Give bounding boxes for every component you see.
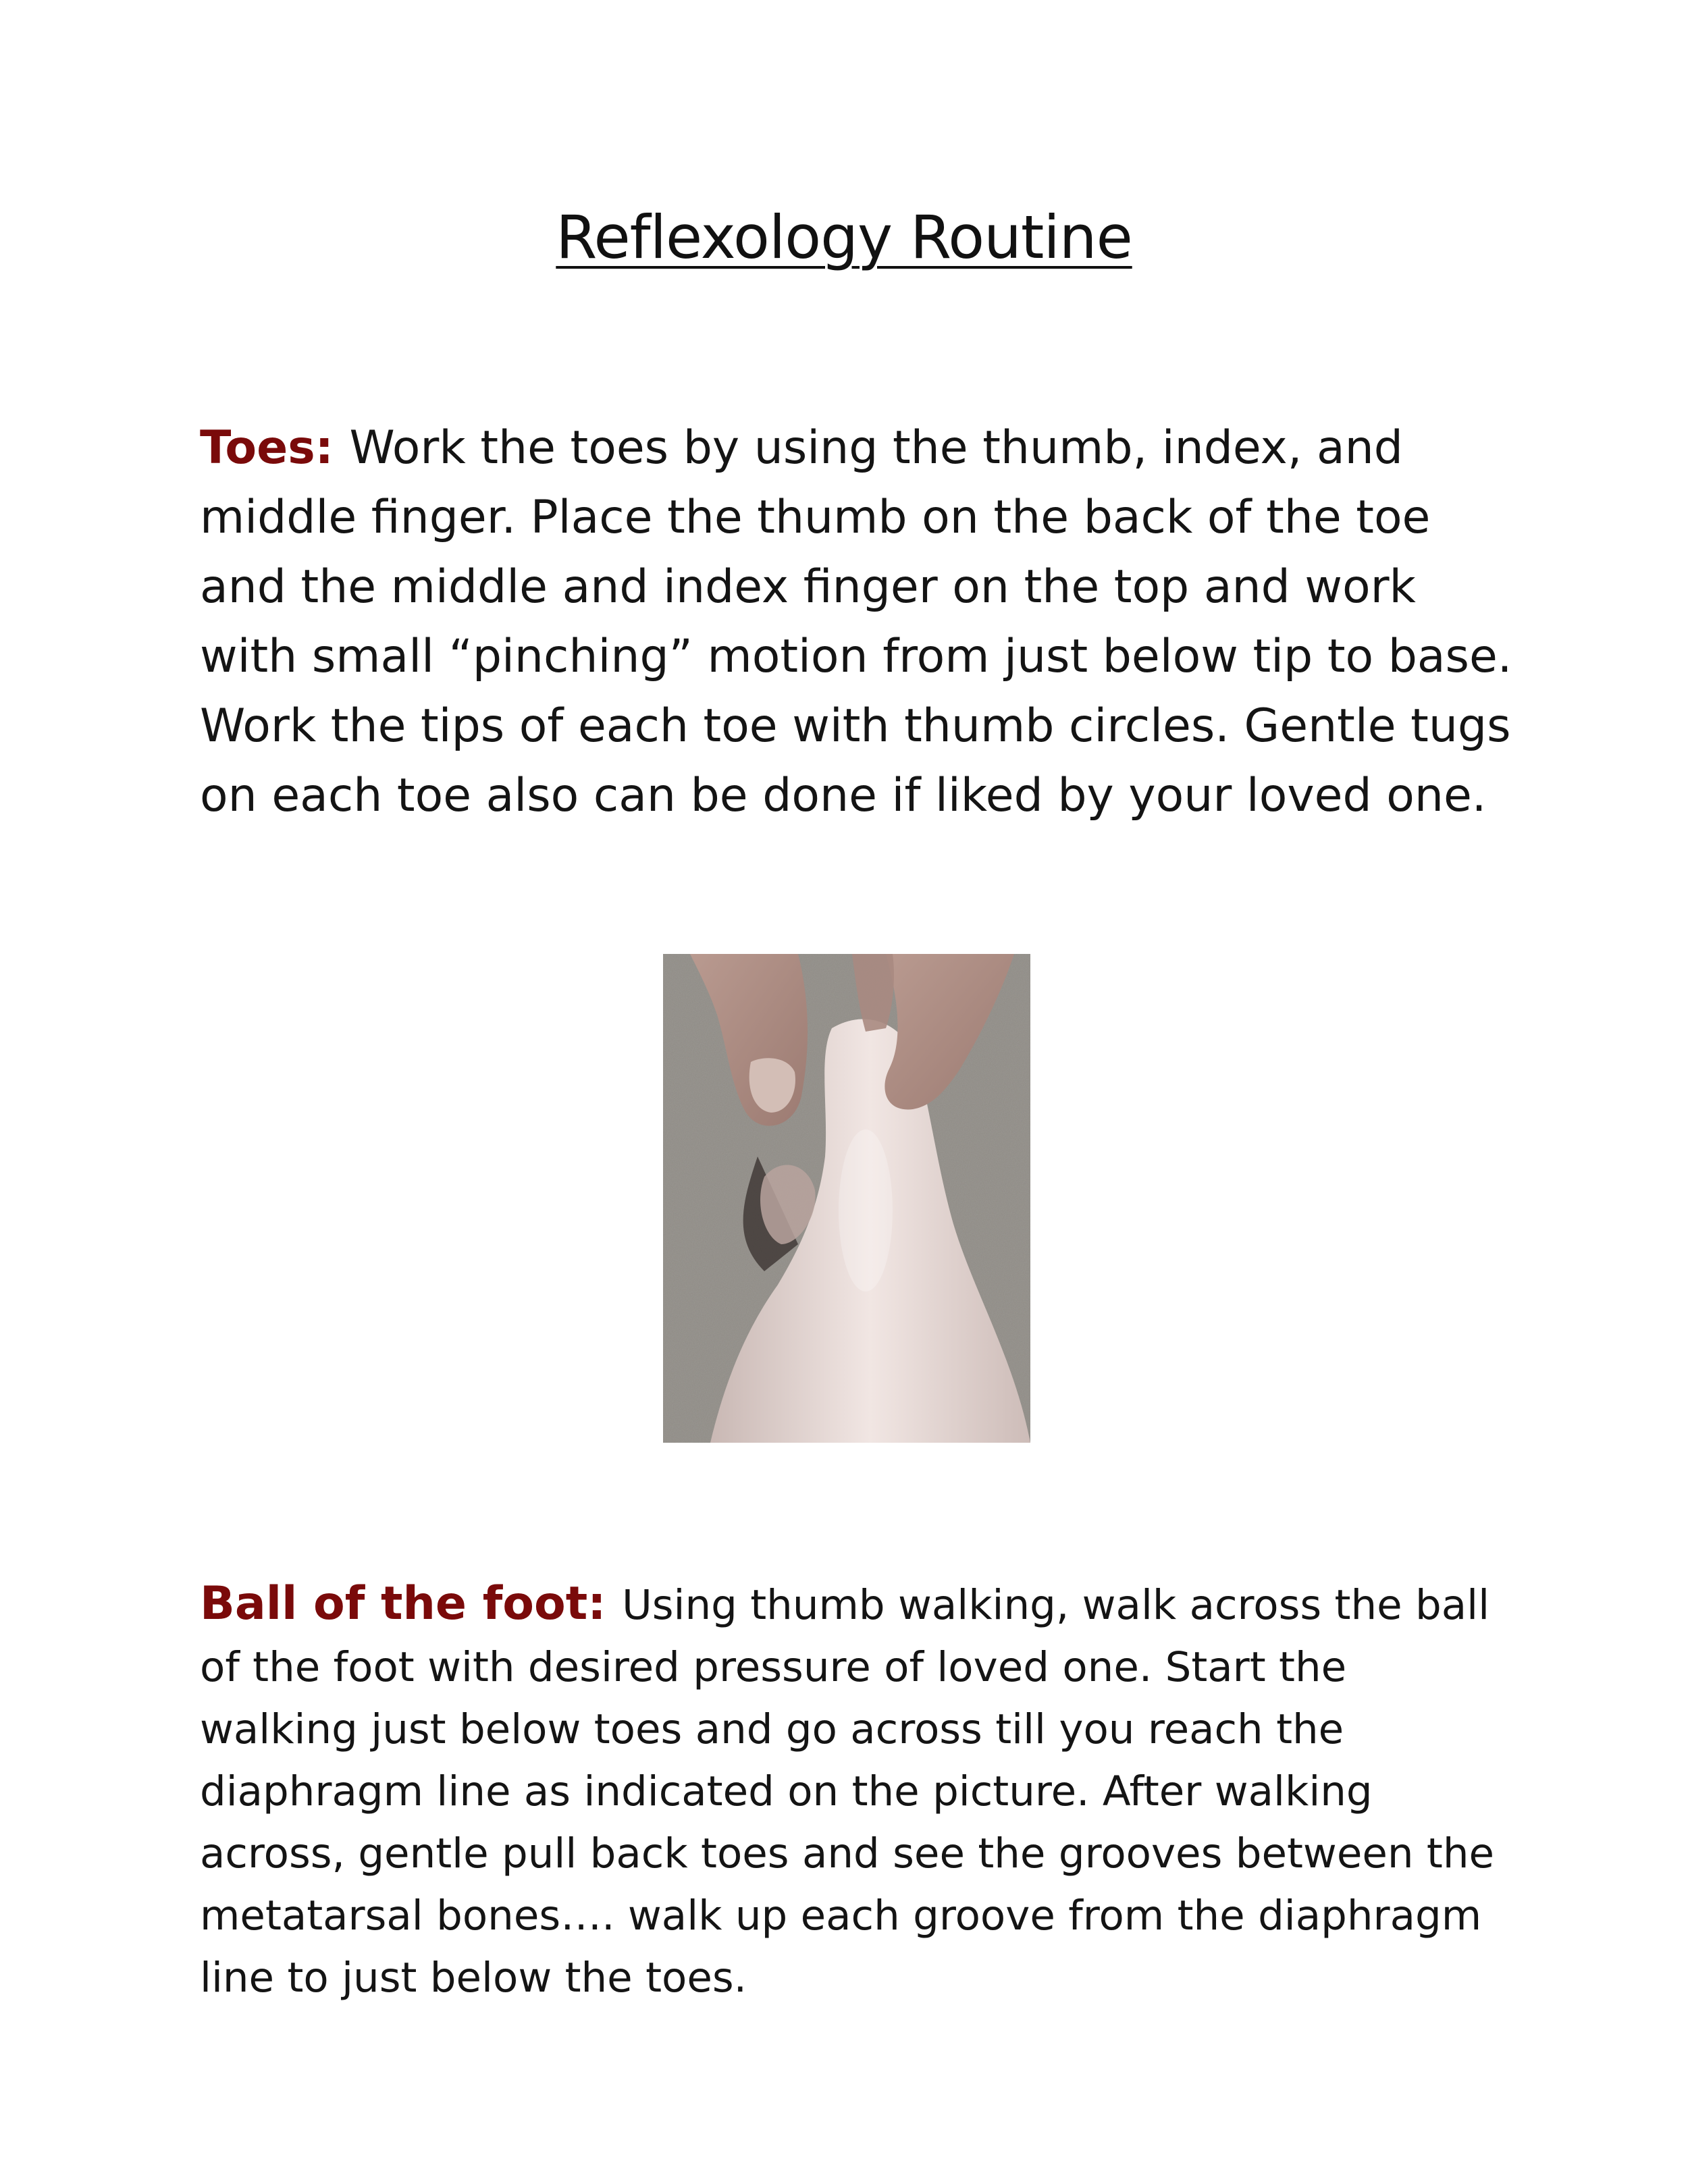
ball-of-foot-body: Using thumb walking, walk across the ball of the foot with desired pressure of loved one. Start the walking just below toes and go across till you reach the diaphragm line as indicated on the picture. After walking across, gentle pull back toes and see the grooves between the metatarsal bones…. walk up each groove from the diaphragm line to just below the toes. xyxy=(200,1581,1495,2002)
toes-body: Work the toes by using the thumb, index, and middle finger. Place the thumb on the back of the toe and the middle and index finger on the top and work with small “pinching” motion from just below tip to base. Work the tips of each toe with thumb circles. Gentle tugs on each toe also can be done if liked by your loved one. xyxy=(200,421,1512,822)
ball-of-foot-section xyxy=(200,1573,1516,2009)
toes-heading: Toes: xyxy=(200,421,350,475)
photo-illustration xyxy=(663,954,1030,1443)
page-title: Reflexology Routine xyxy=(556,203,1132,272)
ball-of-foot-heading: Ball of the foot: xyxy=(200,1577,623,1630)
toe-pinch-photo xyxy=(663,954,1030,1443)
toes-section xyxy=(200,413,1516,830)
